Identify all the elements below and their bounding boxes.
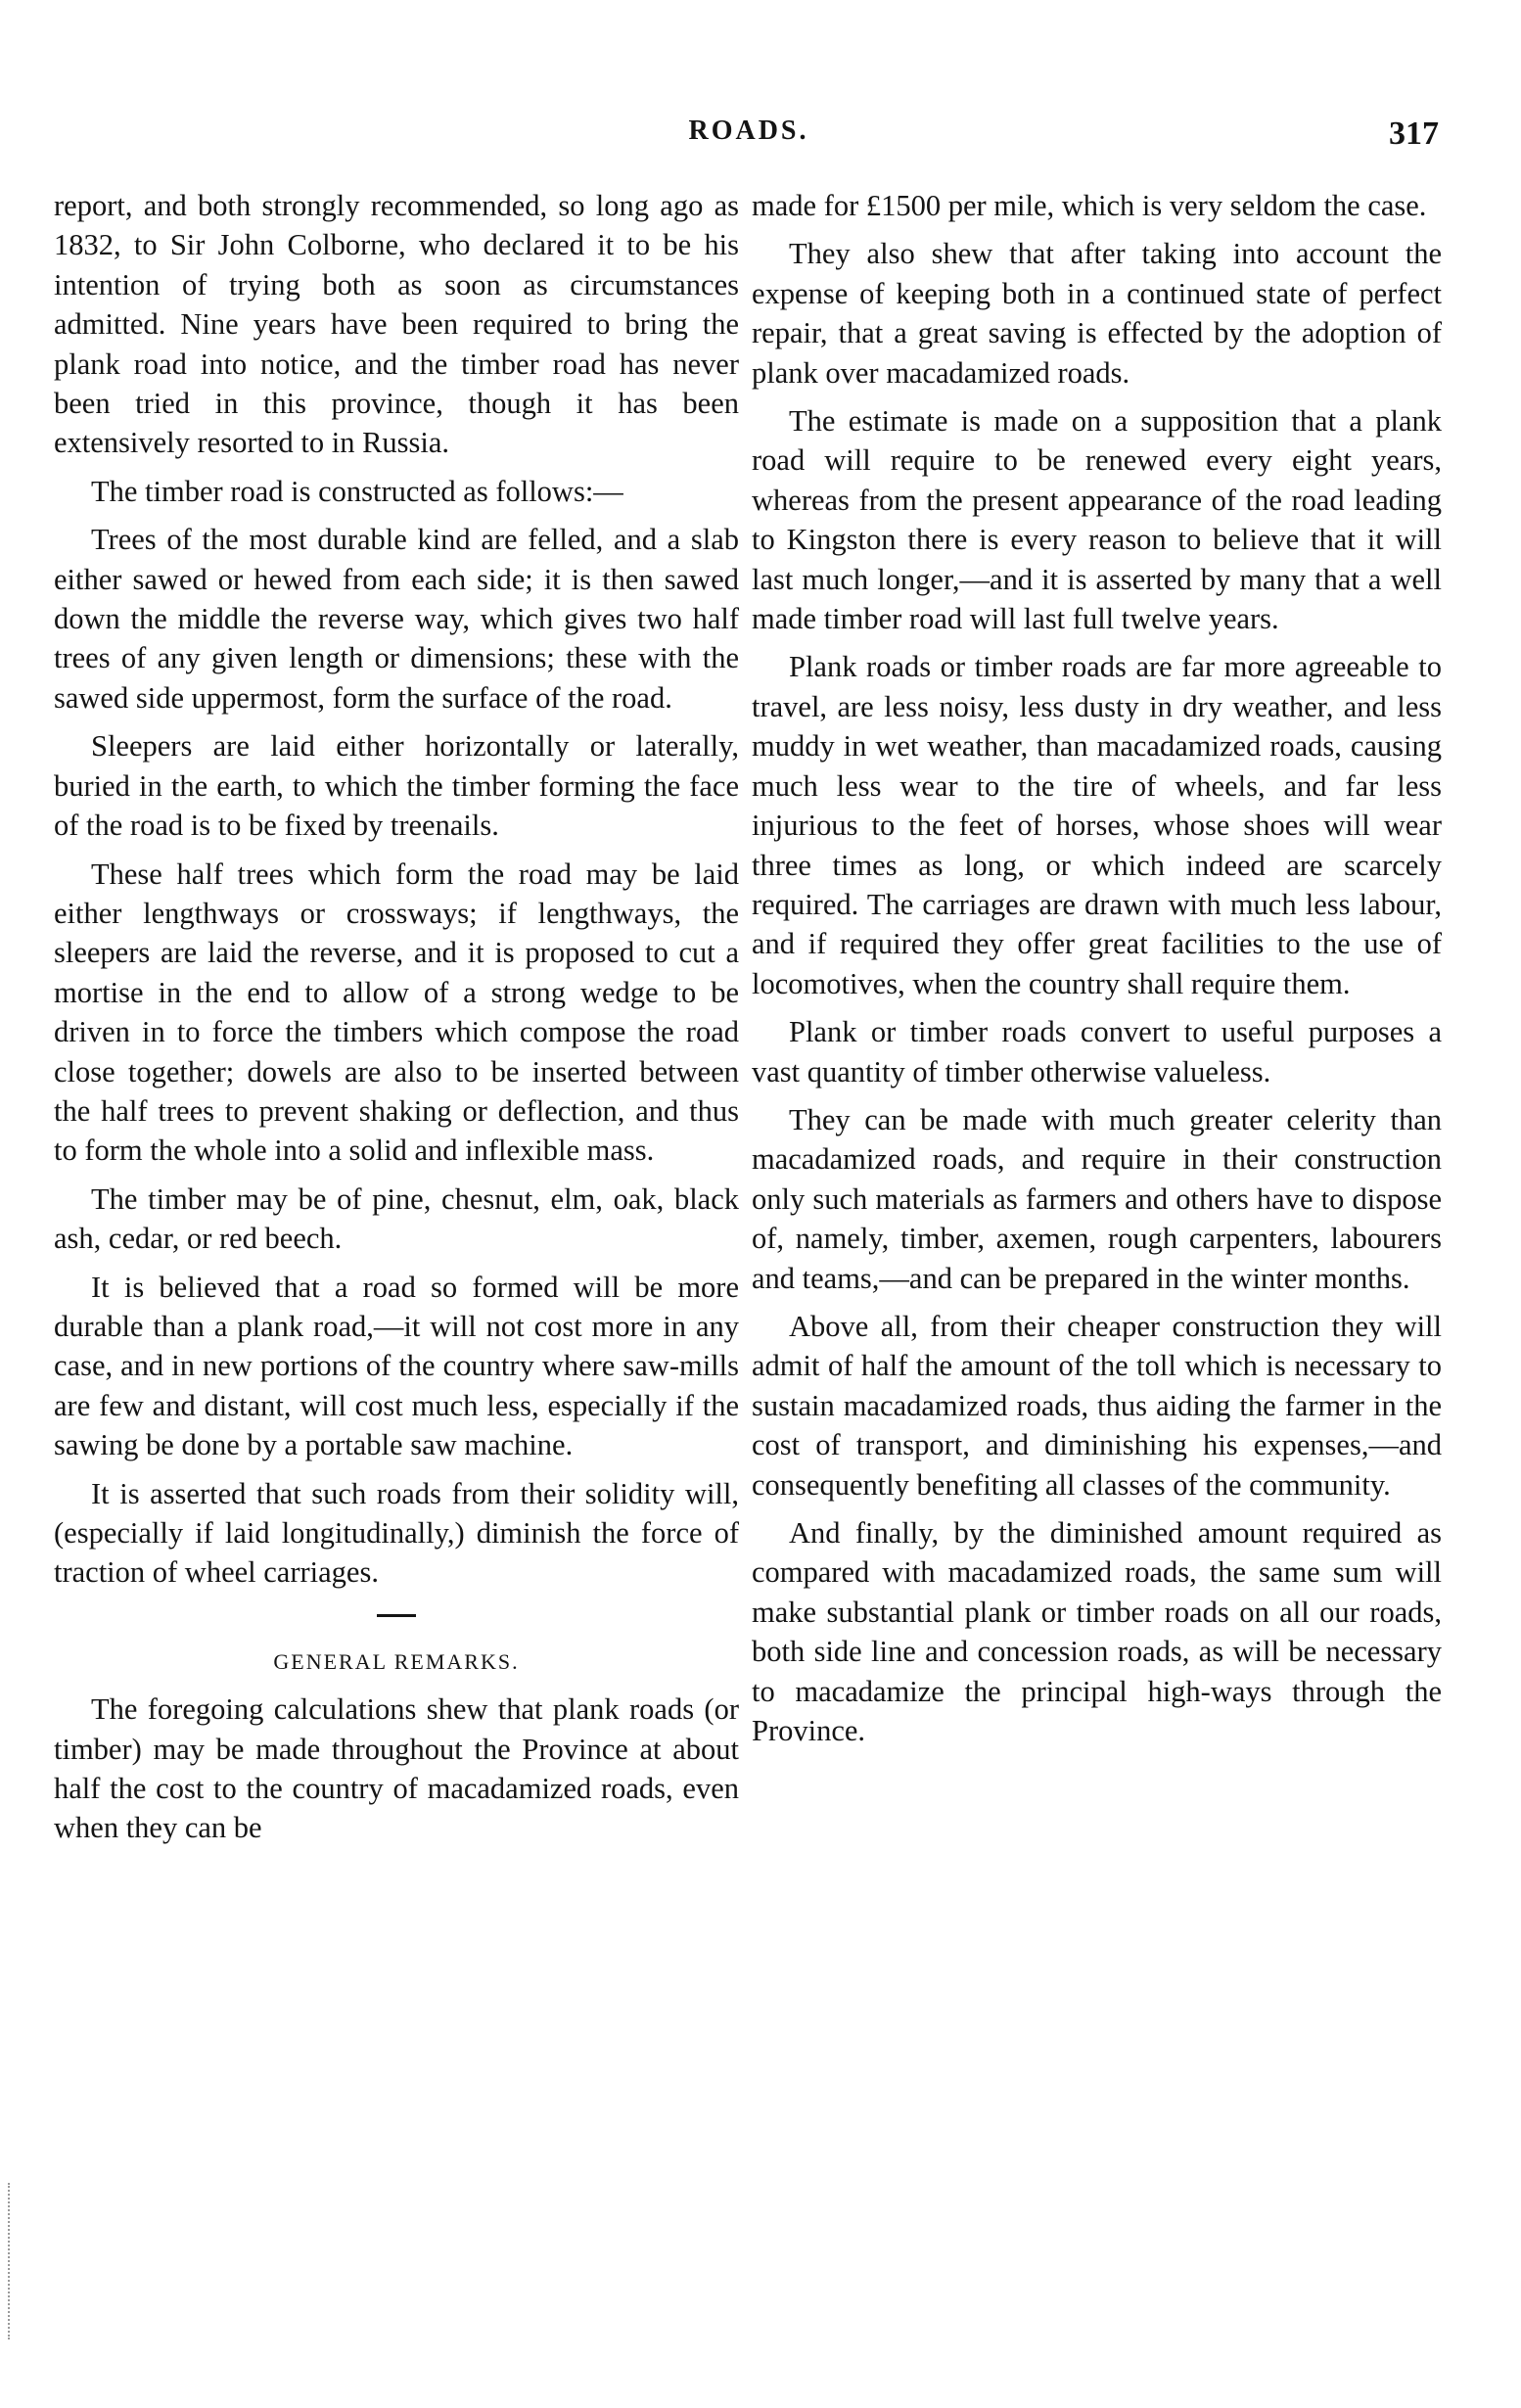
paragraph: Plank roads or timber roads are far more agreeable to travel, are less noisy, less dusty in dry weather, and less muddy in wet weather, than macadamized roads, causing much less wear to the tire of wheels, and far less injurious to the feet of horses, whose shoes will wear three times as long, or which indeed are scarcely required. The carriages are drawn with much less labour, and if required they offer great facilities to the use of locomotives, when the country shall require them.: [752, 650, 1442, 1000]
paragraph: They also shew that after taking into account the expense of keeping both in a continued state of perfect repair, that a great saving is effected by the adoption of plank over macadamized roads.: [752, 237, 1442, 390]
paragraph: The timber road is constructed as follows:—: [91, 474, 623, 508]
paragraph: Sleepers are laid either horizontally or laterally, buried in the earth, to which the timber forming the face of the road is to be fixed by treenails.: [54, 729, 739, 843]
paragraph: made for £1500 per mile, which is very seldom the case.: [752, 189, 1427, 222]
left-column: [54, 186, 739, 1857]
section-divider: [377, 1614, 416, 1617]
paragraph: It is believed that a road so formed will be more durable than a plank road,—it will not cost more in any case, and in new portions of the country where saw-mills are few and distant, will cost much less, especially if the sawing be done by a portable saw machine.: [54, 1270, 739, 1462]
section-heading: GENERAL REMARKS.: [273, 1648, 520, 1674]
paragraph: report, and both strongly recommended, so long ago as 1832, to Sir John Colborne, who declared it to be his intention of trying both as soon as circumstances admitted. Nine years have been required to bring the plank road into notice, and the timber road has never been tried in this province, though it has been extensively resorted to in Russia.: [54, 189, 739, 460]
paragraph: And finally, by the diminished amount required as compared with macadamized roads, the same sum will make substantial plank or timber roads on all our roads, both side line and concession roads, as will be necessary to macadamize the principal high-ways through the Province.: [752, 1516, 1442, 1748]
paragraph: The estimate is made on a supposition that a plank road will require to be renewed every eight years, whereas from the present appearance of the road leading to Kingston there is every reason to believe that it will last much longer,—and it is asserted by many that a well made timber road will last full twelve years.: [752, 404, 1442, 636]
right-column: [752, 186, 1442, 1759]
paragraph: The timber may be of pine, chesnut, elm, oak, black ash, cedar, or red beech.: [54, 1181, 739, 1256]
paragraph: These half trees which form the road may be laid either lengthways or crossways; if lengthways, the sleepers are laid the reverse, and it is proposed to cut a mortise in the end to allow of a strong wedge to be driven in to force the timbers which compose the road close together; dowels are also to be inserted between the half trees to prevent shaking or deflection, and thus to form the whole into a solid and inflexible mass.: [54, 857, 739, 1168]
scan-margin-specks: [8, 2183, 14, 2339]
paragraph: The foregoing calculations shew that plank roads (or timber) may be made throughout the Province at about half the cost to the country of macadamized roads, even when they can be: [54, 1692, 739, 1845]
page-number: 317: [1389, 116, 1439, 152]
paragraph: It is asserted that such roads from their solidity will, (especially if laid longitudinally,) diminish the force of traction of wheel carriages.: [54, 1476, 739, 1590]
paragraph: Trees of the most durable kind are felled, and a slab either sawed or hewed from each side; it is then sawed down the middle the reverse way, which gives two half trees of any given length or dimensions; these with the sawed side uppermost, form the surface of the road.: [54, 523, 739, 715]
running-header: [59, 116, 1439, 159]
paragraph: Plank or timber roads convert to useful purposes a vast quantity of timber otherwise valueless.: [752, 1015, 1442, 1088]
paragraph: Above all, from their cheaper construction they will admit of half the amount of the toll which is necessary to sustain macadamized roads, thus aiding the farmer in the cost of transport, and diminishing his expenses,—and consequently benefiting all classes of the community.: [752, 1309, 1442, 1502]
running-title: ROADS.: [688, 116, 809, 146]
paragraph: They can be made with much greater celerity than macadamized roads, and require in their construction only such materials as farmers and others have to dispose of, namely, timber, axemen, rough carpenters, labourers and teams,—and can be prepared in the winter months.: [752, 1102, 1442, 1295]
